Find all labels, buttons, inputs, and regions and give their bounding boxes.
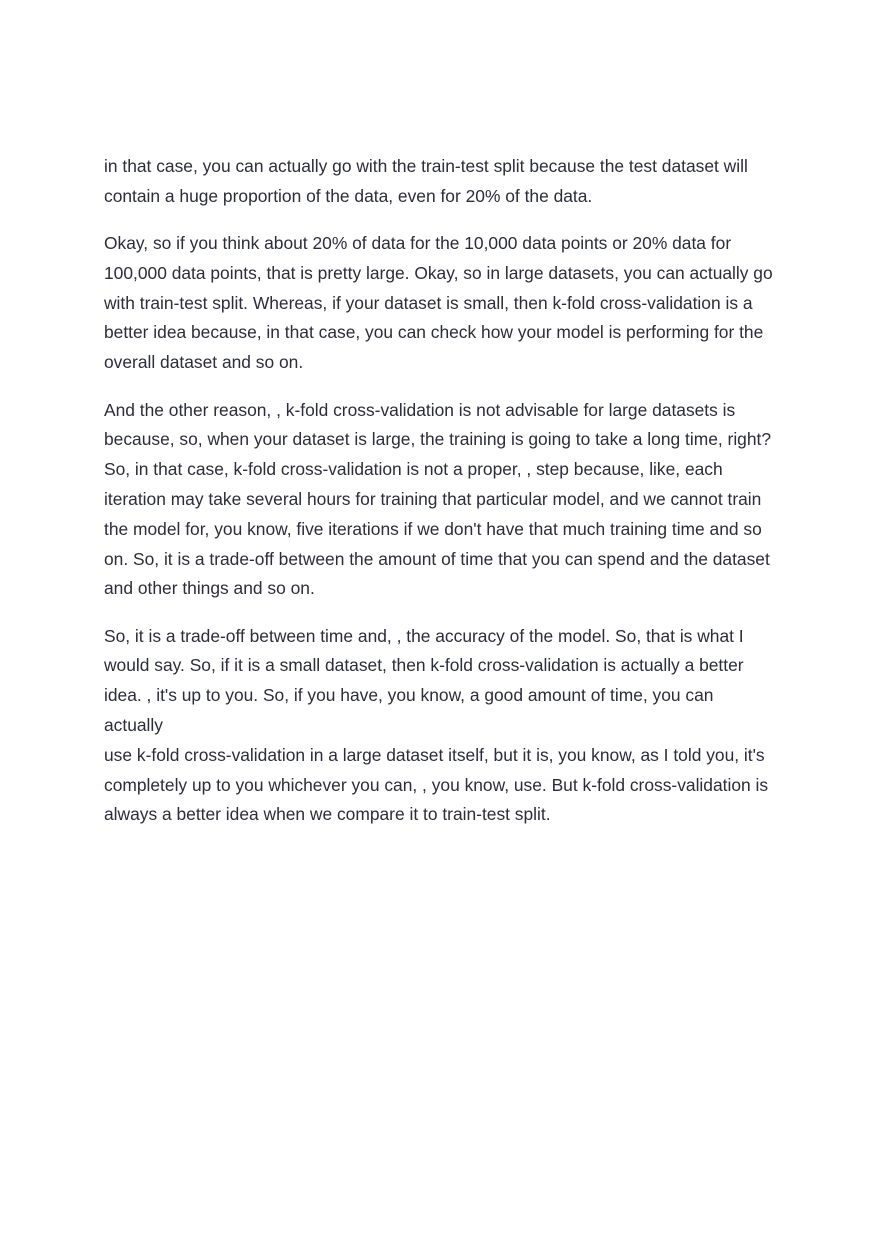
paragraph-1: in that case, you can actually go with the train-test split because the test dataset will contain a huge proportion of the data, even for 20% of the data. (104, 156, 748, 206)
paragraph-2: Okay, so if you think about 20% of data for the 10,000 data points or 20% data for 100,000 data points, that is pretty large. Okay, so in large datasets, you can actually go with train-test split. Whereas, if your dataset is small, then k-fold cross-validation is a better idea because, in that case, you can check how your model is performing for the overall dataset and so on. (104, 233, 773, 373)
paragraph-4: So, it is a trade-off between time and, , the accuracy of the model. So, that is what I would say. So, if it is a small dataset, then k-fold cross-validation is actually a better idea. , it's up to you. So, if you have, you know, a good amount of time, you can actually use k-fold cross-validation in a large dataset itself, but it is, you know, as I told you, it's completely up to you whichever you can, , you know, use. But k-fold cross-validation is always a better idea when we compare it to train-test split. (104, 625, 769, 825)
document-body (104, 152, 776, 848)
paragraph-3: And the other reason, , k-fold cross-validation is not advisable for large datasets is because, so, when your dataset is large, the training is going to take a long time, right? So, in that case, k-fold cross-validation is not a proper, , step because, like, each iteration may take several hours for training that particular model, and we cannot train the model for, you know, five iterations if we don't have that much training time and so on. So, it is a trade-off between the amount of time that you can spend and the dataset and other things and so on. (104, 399, 772, 599)
